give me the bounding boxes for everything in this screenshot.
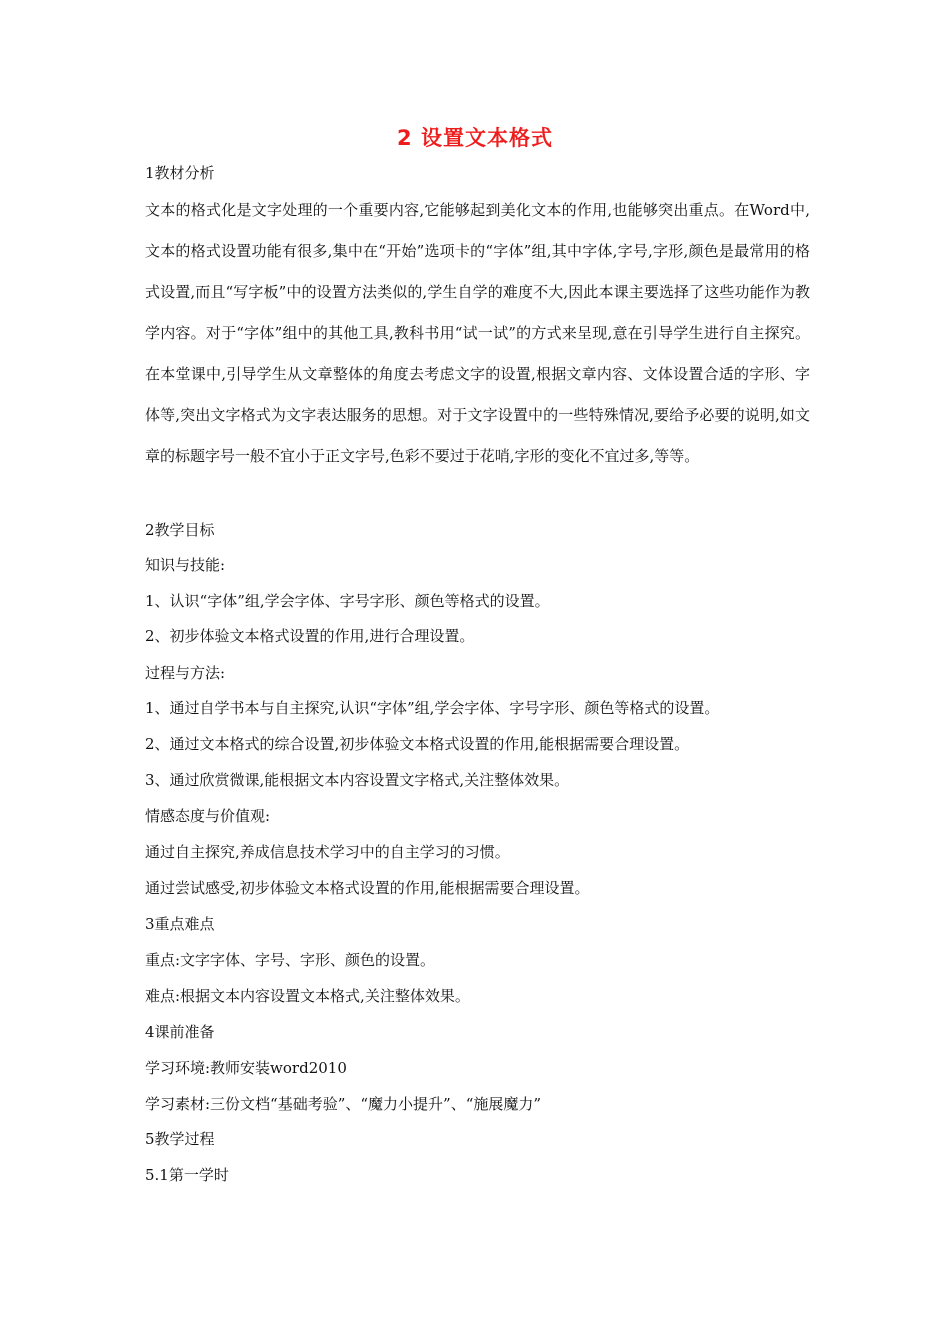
section-heading-analysis: 1教材分析 <box>145 164 215 182</box>
section-heading-key-points: 3重点难点 <box>145 915 215 933</box>
process-item-2: 2、通过文本格式的综合设置,初步体验文本格式设置的作用,能根据需要合理设置。 <box>145 735 690 753</box>
process-item-1: 1、通过自学书本与自主探究,认识“字体”组,学会字体、字号字形、颜色等格式的设置。 <box>145 699 720 717</box>
section-heading-preparation: 4课前准备 <box>145 1023 215 1041</box>
learning-materials: 学习素材:三份文档“基础考验”、“魔力小提升”、“施展魔力” <box>145 1095 542 1113</box>
document-title: 2 设置文本格式 <box>397 126 553 150</box>
difficult-point: 难点:根据文本内容设置文本格式,关注整体效果。 <box>145 987 470 1005</box>
learning-environment: 学习环境:教师安装word2010 <box>145 1059 347 1077</box>
knowledge-item-2: 2、初步体验文本格式设置的作用,进行合理设置。 <box>145 627 475 645</box>
process-heading: 过程与方法: <box>145 664 226 682</box>
analysis-paragraph: 文本的格式化是文字处理的一个重要内容,它能够起到美化文本的作用,也能够突出重点。在Word中,文本的格式设置功能有很多,集中在“开始”选项卡的“字体”组,其中字体,字号,字形,颜色是最常用的格式设置,而且“写字板”中的设置方法类似的,学生自学的难度不大,因此本课主要选择了这些功能作为教学内容。对于“字体”组中的其他工具,教科书用“试一试”的方式来呈现,意在引导学生进行自主探究。在本堂课中,引导学生从文章整体的角度去考虑文字的设置,根据文章内容、文体设置合适的字形、字体等,突出文字格式为文字表达服务的思想。对于文字设置中的一些特殊情况,要给予必要的说明,如文章的标题字号一般不宜小于正文字号,色彩不要过于花哨,字形的变化不宜过多,等等。 <box>145 201 810 465</box>
subsection-heading-first-lesson: 5.1第一学时 <box>145 1166 229 1184</box>
emotion-heading: 情感态度与价值观: <box>145 807 271 825</box>
emotion-item-2: 通过尝试感受,初步体验文本格式设置的作用,能根据需要合理设置。 <box>145 879 590 897</box>
key-point: 重点:文字字体、字号、字形、颜色的设置。 <box>145 951 436 969</box>
knowledge-item-1: 1、认识“字体”组,学会字体、字号字形、颜色等格式的设置。 <box>145 592 550 610</box>
section-heading-goals: 2教学目标 <box>145 521 215 539</box>
process-item-3: 3、通过欣赏微课,能根据文本内容设置文字格式,关注整体效果。 <box>145 771 570 789</box>
section-heading-process: 5教学过程 <box>145 1130 215 1148</box>
knowledge-heading: 知识与技能: <box>145 556 226 574</box>
emotion-item-1: 通过自主探究,养成信息技术学习中的自主学习的习惯。 <box>145 843 510 861</box>
